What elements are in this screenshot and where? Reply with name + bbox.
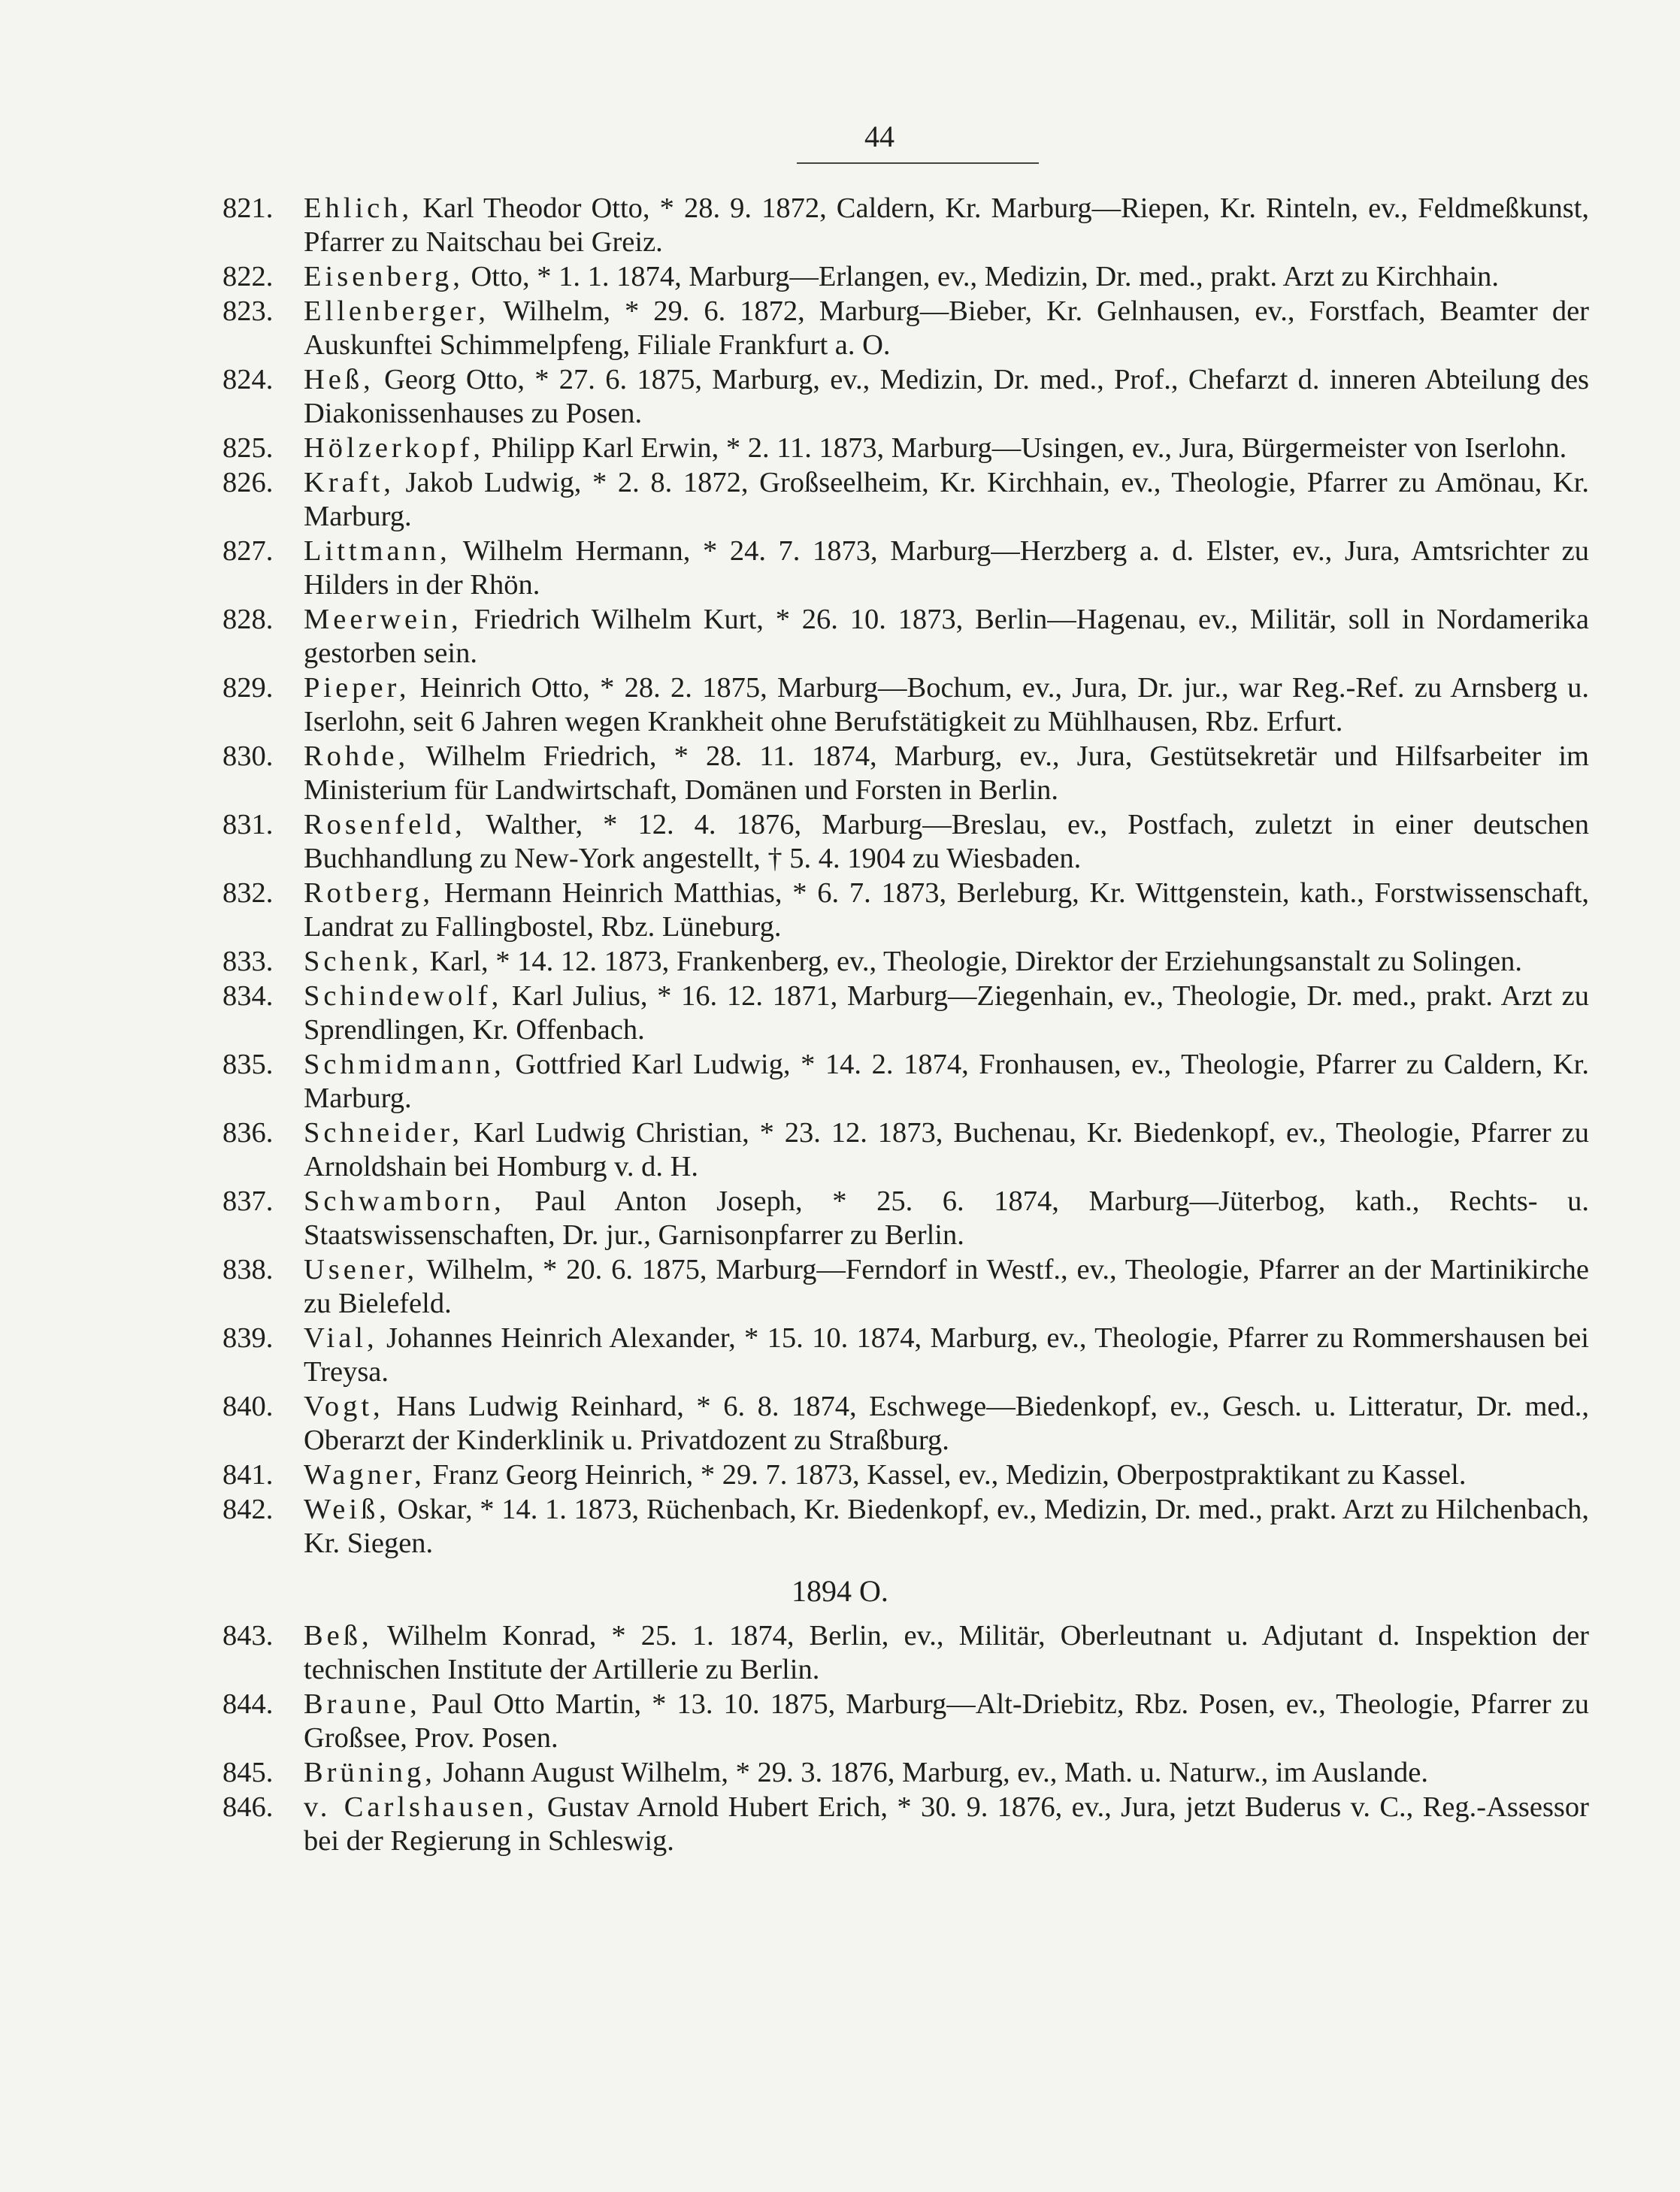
header-rule <box>797 162 1039 164</box>
entry-details: * 15. 10. 1874, Marburg, ev., Theologie, Pfarrer zu Rommershausen bei Treysa. <box>304 1322 1589 1388</box>
entry-given-names: Johannes Heinrich Alexander, <box>386 1322 736 1354</box>
entry-surname: Schwamborn, <box>304 1185 505 1217</box>
list-item <box>0 1390 1589 1458</box>
entry-given-names: Oskar, <box>397 1494 473 1525</box>
section-heading: 1894 O. <box>792 1574 888 1608</box>
list-item <box>0 808 1589 876</box>
entry-number: 825. <box>222 432 274 464</box>
entry-number: 831. <box>222 809 274 840</box>
entry-given-names: Walther, <box>486 809 583 840</box>
list-item <box>0 192 1589 259</box>
entry-number: 824. <box>222 364 274 395</box>
entry-surname: Hölzerkopf, <box>304 432 484 464</box>
entry-given-names: Wilhelm Hermann, <box>462 535 691 567</box>
entry-number: 835. <box>222 1049 274 1080</box>
entry-surname: Schmidmann, <box>304 1049 505 1080</box>
entry-details: * 28. 2. 1875, Marburg—Bochum, ev., Jura, Dr. jur., war Reg.-Ref. zu Arnsberg u. Iserlohn, seit 6 Jahren wegen Krankheit ohne Berufstätigkeit zu Mühlhausen, Rbz. Erfurt. <box>304 672 1590 737</box>
entry-surname: Vial, <box>304 1322 378 1354</box>
entry-details: * 14. 12. 1873, Frankenberg, ev., Theologie, Direktor der Erziehungsanstalt zu Solingen. <box>495 946 1523 977</box>
entry-given-names: Georg Otto, <box>384 364 525 395</box>
entry-details: * 25. 1. 1874, Berlin, ev., Militär, Oberleutnant u. Adjutant d. Inspektion der technischen Institute der Artillerie zu Berlin. <box>304 1620 1590 1685</box>
entry-details: * 12. 4. 1876, Marburg—Breslau, ev., Postfach, zuletzt in einer deutschen Buchhandlung zu New-York angestellt, † 5. 4. 1904 zu Wiesbaden. <box>304 809 1589 874</box>
list-item <box>0 1048 1589 1116</box>
entry-given-names: Wilhelm, <box>503 295 611 327</box>
entry-given-names: Hermann Heinrich Matthias, <box>443 877 782 909</box>
page-number: 44 <box>864 120 894 153</box>
entry-given-names: Franz Georg Heinrich, <box>432 1459 694 1491</box>
entry-details: * 6. 7. 1873, Berleburg, Kr. Wittgenstein, kath., Forstwissenschaft, Landrat zu Fallingbostel, Rbz. Lüneburg. <box>304 877 1590 943</box>
entry-surname: Rohde, <box>304 740 410 772</box>
list-item <box>0 1185 1589 1252</box>
entry-number: 822. <box>222 261 274 292</box>
list-item <box>0 363 1589 431</box>
entry-surname: Ehlich, <box>304 192 413 224</box>
list-item <box>0 603 1589 671</box>
entry-given-names: Karl Ludwig Christian, <box>473 1117 749 1149</box>
list-item <box>0 876 1589 944</box>
entry-details: * 1. 1. 1874, Marburg—Erlangen, ev., Medizin, Dr. med., prakt. Arzt zu Kirchhain. <box>537 261 1500 292</box>
entry-details: * 30. 9. 1876, ev., Jura, jetzt Buderus v. C., Reg.-Assessor bei der Regierung in Schleswig. <box>304 1791 1589 1857</box>
entry-surname: Wagner, <box>304 1459 425 1491</box>
entry-number: 826. <box>222 467 274 498</box>
entry-given-names: Wilhelm Friedrich, <box>425 740 657 772</box>
entry-given-names: Gottfried Karl Ludwig, <box>515 1049 791 1080</box>
list-item <box>0 1253 1589 1321</box>
entry-given-names: Gustav Arnold Hubert Erich, <box>546 1791 888 1823</box>
entry-surname: Eisenberg, <box>304 261 464 292</box>
entry-details: * 28. 11. 1874, Marburg, ev., Jura, Gestütsekretär und Hilfsarbeiter im Ministerium für Landwirtschaft, Domänen und Forsten in Berlin. <box>304 740 1589 806</box>
entry-details: * 20. 6. 1875, Marburg—Ferndorf in Westf., ev., Theologie, Pfarrer an der Martinikirche zu Bielefeld. <box>304 1254 1589 1319</box>
entry-number: 842. <box>222 1494 274 1525</box>
list-item <box>0 1322 1589 1389</box>
entry-surname: Usener, <box>304 1254 419 1285</box>
entry-number: 830. <box>222 740 274 772</box>
entry-details: * 16. 12. 1871, Marburg—Ziegenhain, ev., Theologie, Dr. med., prakt. Arzt zu Sprendlingen, Kr. Offenbach. <box>304 980 1590 1046</box>
list-item <box>0 295 1589 362</box>
entry-details: * 29. 6. 1872, Marburg—Bieber, Kr. Gelnhausen, ev., Forstfach, Beamter der Auskunftei Schimmelpfeng, Filiale Frankfurt a. O. <box>304 295 1589 361</box>
entry-given-names: Karl, <box>429 946 489 977</box>
entry-number: 832. <box>222 877 274 909</box>
entry-details: * 25. 6. 1874, Marburg—Jüterbog, kath., Rechts- u. Staatswissenschaften, Dr. jur., Garnisonpfarrer zu Berlin. <box>304 1185 1590 1251</box>
entry-given-names: Wilhelm, <box>426 1254 534 1285</box>
entry-surname: Kraft, <box>304 467 395 498</box>
list-item <box>0 466 1589 534</box>
list-item <box>0 1756 1589 1790</box>
entry-surname: Beß, <box>304 1620 373 1652</box>
entry-details: * 23. 12. 1873, Buchenau, Kr. Biedenkopf, ev., Theologie, Pfarrer zu Arnoldshain bei Homburg v. d. H. <box>304 1117 1589 1182</box>
list-item <box>0 1458 1589 1492</box>
entry-given-names: Paul Otto Martin, <box>431 1688 642 1720</box>
entry-details: * 29. 3. 1876, Marburg, ev., Math. u. Naturw., im Auslande. <box>735 1757 1428 1788</box>
entry-given-names: Hans Ludwig Reinhard, <box>396 1391 684 1422</box>
entry-surname: Schindewolf, <box>304 980 503 1012</box>
list-item <box>0 1619 1589 1687</box>
entry-number: 834. <box>222 980 274 1012</box>
entry-number: 823. <box>222 295 274 327</box>
entry-given-names: Otto, <box>471 261 530 292</box>
entry-details: * 26. 10. 1873, Berlin—Hagenau, ev., Militär, soll in Nordamerika gestorben sein. <box>304 604 1590 669</box>
entry-number: 843. <box>222 1620 274 1652</box>
entry-details: * 14. 1. 1873, Rüchenbach, Kr. Biedenkopf, ev., Medizin, Dr. med., prakt. Arzt zu Hilchenbach, Kr. Siegen. <box>304 1494 1590 1559</box>
entry-surname: Littmann, <box>304 535 451 567</box>
entry-given-names: Friedrich Wilhelm Kurt, <box>474 604 764 635</box>
entry-details: * 27. 6. 1875, Marburg, ev., Medizin, Dr. med., Prof., Chefarzt d. inneren Abteilung des Diakonissenhauses zu Posen. <box>304 364 1590 429</box>
entry-given-names: Heinrich Otto, <box>419 672 590 704</box>
entry-number: 837. <box>222 1185 274 1217</box>
entry-details: * 24. 7. 1873, Marburg—Herzberg a. d. Elster, ev., Jura, Amtsrichter zu Hilders in der Rhön. <box>304 535 1589 601</box>
entry-details: * 14. 2. 1874, Fronhausen, ev., Theologie, Pfarrer zu Caldern, Kr. Marburg. <box>304 1049 1590 1114</box>
entry-details: * 29. 7. 1873, Kassel, ev., Medizin, Oberpostpraktikant zu Kassel. <box>700 1459 1467 1491</box>
entry-surname: Heß, <box>304 364 374 395</box>
entry-given-names: Johann August Wilhelm, <box>443 1757 728 1788</box>
entry-number: 844. <box>222 1688 274 1720</box>
entry-given-names: Wilhelm Konrad, <box>387 1620 597 1652</box>
list-item <box>0 740 1589 807</box>
list-item <box>0 945 1589 979</box>
entry-given-names: Jakob Ludwig, <box>405 467 582 498</box>
entry-surname: Ellenberger, <box>304 295 489 327</box>
entry-given-names: Karl Julius, <box>511 980 648 1012</box>
entry-number: 828. <box>222 604 274 635</box>
entry-given-names: Paul Anton Joseph, <box>534 1185 803 1217</box>
entry-number: 827. <box>222 535 274 567</box>
entry-number: 833. <box>222 946 274 977</box>
entry-number: 846. <box>222 1791 274 1823</box>
entry-surname: Weiß, <box>304 1494 390 1525</box>
entry-details: * 6. 8. 1874, Eschwege—Biedenkopf, ev., Gesch. u. Litteratur, Dr. med., Oberarzt der Kinderklinik u. Privatdozent zu Straßburg. <box>304 1391 1590 1456</box>
entry-surname: Rotberg, <box>304 877 434 909</box>
entry-surname: Schneider, <box>304 1117 464 1149</box>
list-item <box>0 431 1589 465</box>
list-item <box>0 1116 1589 1184</box>
entry-given-names: Karl Theodor Otto, <box>422 192 650 224</box>
entry-details: * 2. 8. 1872, Großseelheim, Kr. Kirchhain, ev., Theologie, Pfarrer zu Amönau, Kr. Marburg. <box>304 467 1590 532</box>
entry-details: * 28. 9. 1872, Caldern, Kr. Marburg—Riepen, Kr. Rinteln, ev., Feldmeßkunst, Pfarrer zu Naitschau bei Greiz. <box>304 192 1590 258</box>
entry-details: * 13. 10. 1875, Marburg—Alt-Driebitz, Rbz. Posen, ev., Theologie, Pfarrer zu Großsee, Prov. Posen. <box>304 1688 1590 1754</box>
list-item <box>0 979 1589 1047</box>
entry-number: 836. <box>222 1117 274 1149</box>
entry-number: 845. <box>222 1757 274 1788</box>
entry-list <box>0 192 1680 1859</box>
list-item <box>0 1791 1589 1858</box>
list-item <box>0 534 1589 602</box>
entry-surname: Braune, <box>304 1688 421 1720</box>
entry-number: 839. <box>222 1322 274 1354</box>
entry-surname: Meerwein, <box>304 604 462 635</box>
entry-surname: Rosenfeld, <box>304 809 466 840</box>
entry-surname: Pieper, <box>304 672 410 704</box>
entry-surname: Brüning, <box>304 1757 436 1788</box>
entry-surname: Schenk, <box>304 946 422 977</box>
entry-number: 841. <box>222 1459 274 1491</box>
list-item <box>0 1688 1589 1755</box>
entry-surname: v. Carlshausen, <box>304 1791 538 1823</box>
entry-number: 838. <box>222 1254 274 1285</box>
list-item <box>0 260 1589 294</box>
entry-surname: Vogt, <box>304 1391 384 1422</box>
entry-number: 829. <box>222 672 274 704</box>
entry-details: * 2. 11. 1873, Marburg—Usingen, ev., Jura, Bürgermeister von Iserlohn. <box>725 432 1567 464</box>
list-item <box>0 1493 1589 1561</box>
entry-number: 821. <box>222 192 274 224</box>
entry-given-names: Philipp Karl Erwin, <box>491 432 719 464</box>
list-item <box>0 671 1589 739</box>
entry-number: 840. <box>222 1391 274 1422</box>
